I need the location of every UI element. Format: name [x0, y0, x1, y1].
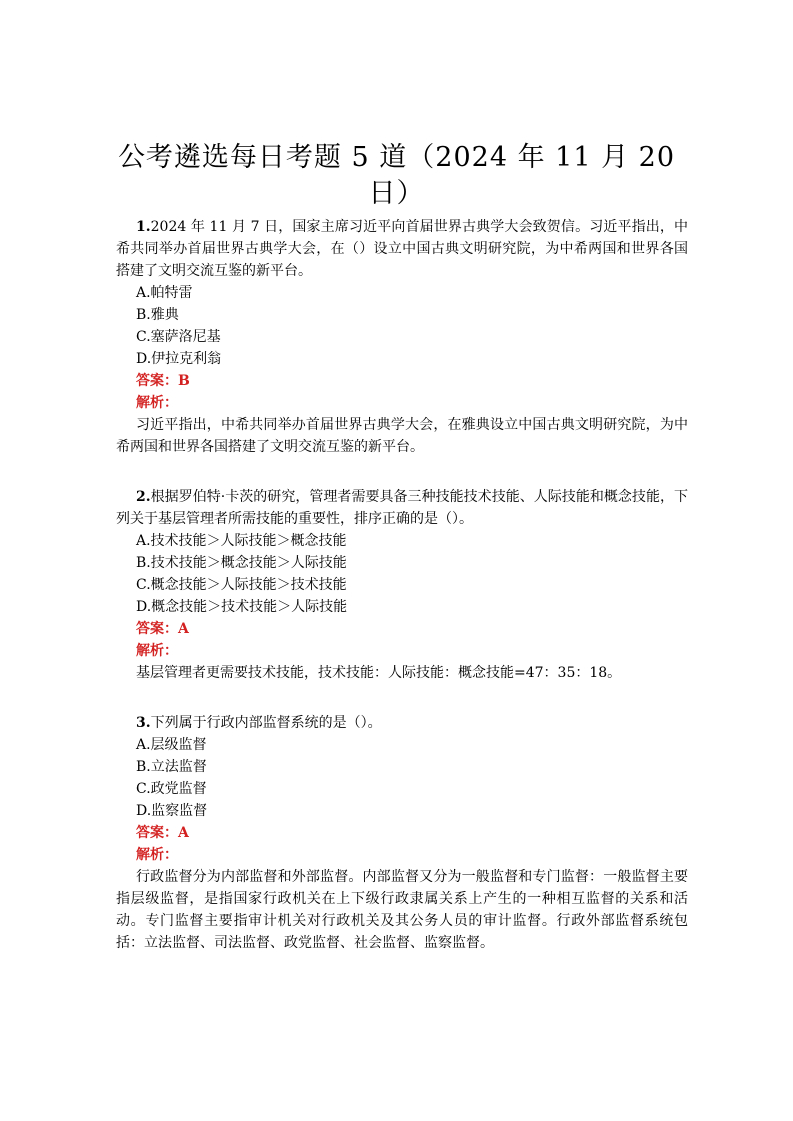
question-2 — [116, 486, 688, 684]
option-a: A.层级监督 — [136, 737, 207, 753]
question-number: 1. — [136, 219, 151, 235]
option-a: A.技术技能＞人际技能＞概念技能 — [136, 533, 347, 549]
question-number: 2. — [136, 489, 151, 505]
option-b: B.雅典 — [136, 307, 179, 323]
question-text: 2024 年 11 月 7 日，国家主席习近平向首届世界古典学大会致贺信。习近平指出，中希共同举办首届世界古典学大会，在（）设立中国古典文明研究院，为中希两国和世界各国搭建了文明交流互鉴的新平台。 — [116, 219, 688, 279]
question-list — [116, 216, 688, 954]
analysis-label: 解析： — [136, 847, 178, 863]
spacer — [116, 684, 688, 712]
option-a: A.帕特雷 — [136, 285, 193, 301]
option-c: C.概念技能＞人际技能＞技术技能 — [136, 577, 347, 593]
page-title: 公考遴选每日考题 5 道（2024 年 11 月 20 日） — [117, 142, 676, 209]
option-c: C.政党监督 — [136, 781, 207, 797]
explanation-text: 习近平指出，中希共同举办首届世界古典学大会，在雅典设立中国古典文明研究院，为中希两国和世界各国搭建了文明交流互鉴的新平台。 — [116, 417, 688, 455]
question-text: 根据罗伯特·卡茨的研究，管理者需要具备三种技能技术技能、人际技能和概念技能，下列关于基层管理者所需技能的重要性，排序正确的是（）。 — [116, 489, 688, 527]
analysis-label: 解析： — [136, 395, 178, 411]
option-d: D.监察监督 — [136, 803, 208, 819]
answer-label: 答案：A — [136, 621, 189, 637]
spacer — [116, 458, 688, 486]
question-number: 3. — [136, 715, 151, 731]
question-text: 下列属于行政内部监督系统的是（）。 — [150, 715, 382, 731]
answer-label: 答案：A — [136, 825, 189, 841]
question-stem — [116, 216, 688, 282]
question-stem — [116, 486, 688, 530]
question-stem — [116, 712, 688, 734]
option-b: B.技术技能＞概念技能＞人际技能 — [136, 555, 347, 571]
option-c: C.塞萨洛尼基 — [136, 329, 221, 345]
explanation-text: 基层管理者更需要技术技能，技术技能：人际技能：概念技能=47：35：18。 — [136, 665, 622, 681]
option-d: D.概念技能＞技术技能＞人际技能 — [136, 599, 348, 615]
option-b: B.立法监督 — [136, 759, 207, 775]
analysis-label: 解析： — [136, 643, 178, 659]
explanation-text: 行政监督分为内部监督和外部监督。内部监督又分为一般监督和专门监督：一般监督主要指层级监督，是指国家行政机关在上下级行政隶属关系上产生的一种相互监督的关系和活动。专门监督主要指审计机关对行政机关及其公务人员的审计监督。行政外部监督系统包括：立法监督、司法监督、政党监督、社会监督、监察监督。 — [116, 869, 688, 951]
question-3 — [116, 712, 688, 954]
option-d: D.伊拉克利翁 — [136, 351, 222, 367]
question-1 — [116, 216, 688, 458]
answer-label: 答案：B — [136, 373, 190, 389]
